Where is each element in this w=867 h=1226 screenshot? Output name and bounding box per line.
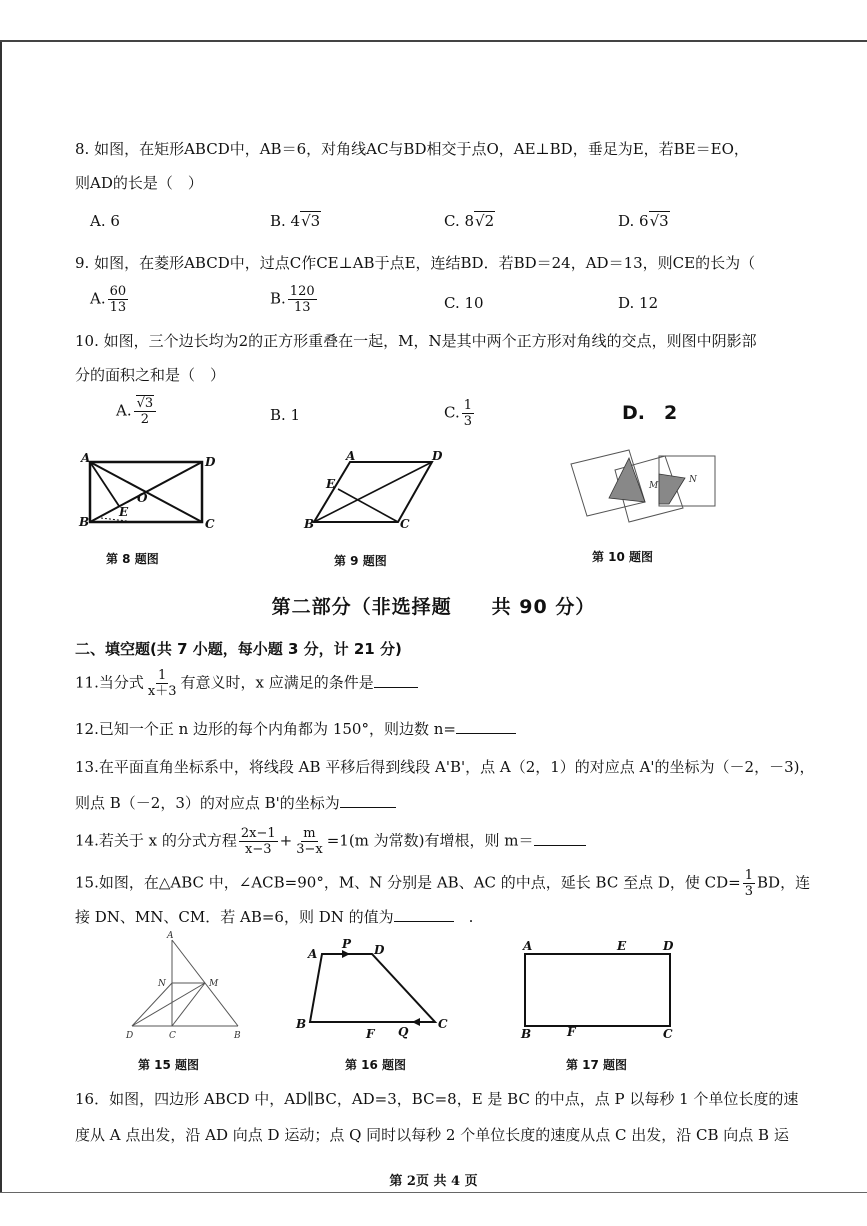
q9-option-c: C. 10 bbox=[444, 294, 484, 312]
q15-line1: 15.如图，在△ABC 中，∠ACB=90°，M、N 分别是 AB、AC 的中点，延长 BC 至点 D，使 CD= $\frac{1}{3}$ BD，连 bbox=[75, 868, 811, 899]
label-o: O bbox=[137, 491, 148, 505]
q16-line2: 度从 A 点出发，沿 AD 向点 D 运动；点 Q 同时以每秒 2 个单位长度的速度从点 C 出发，沿 CB 向点 B 运 bbox=[75, 1126, 789, 1144]
figure-10-diagram bbox=[565, 448, 725, 528]
q15-line2: 接 DN、MN、CM．若 AB=6，则 DN 的值为 . bbox=[75, 908, 474, 926]
label-b: B bbox=[304, 517, 315, 531]
q12: 12.已知一个正 n 边形的每个内角都为 150°，则边数 n= bbox=[75, 718, 516, 740]
label-n: N bbox=[689, 475, 697, 485]
answer-blank bbox=[456, 719, 516, 734]
figure-16-diagram bbox=[290, 936, 460, 1041]
sqrt-symbol: √3 bbox=[301, 212, 321, 230]
label-d: D bbox=[663, 939, 674, 953]
label-b: B bbox=[521, 1027, 532, 1041]
q8-option-b: B. 4√3 bbox=[270, 212, 321, 230]
part2-subtitle: 二、填空题(共 7 小题，每小题 3 分，计 21 分) bbox=[75, 640, 402, 658]
fraction: $\frac{1}{3}$ bbox=[744, 868, 754, 899]
figure-16-caption: 第 16 题图 bbox=[345, 1058, 407, 1072]
label-a: A bbox=[81, 451, 91, 465]
page-footer: 第 2页 共 4 页 bbox=[389, 1174, 478, 1189]
fraction: $\frac{√3}{2}$ bbox=[134, 396, 157, 427]
segment-dn bbox=[132, 983, 172, 1026]
label-c: C bbox=[205, 517, 215, 531]
bottom-border bbox=[0, 1192, 867, 1193]
q10-option-d: D. 2 bbox=[622, 402, 678, 424]
label-f: F bbox=[567, 1025, 576, 1039]
q10-option-a: A. $\frac{√3}{2}$ bbox=[116, 396, 158, 427]
figure-17-caption: 第 17 题图 bbox=[566, 1058, 628, 1072]
label-p: P bbox=[342, 937, 352, 951]
label-b: B bbox=[79, 515, 90, 529]
q10-option-c: C. $\frac{1}{3}$ bbox=[444, 398, 472, 429]
answer-blank bbox=[394, 907, 454, 922]
figure-10-caption: 第 10 题图 bbox=[592, 550, 654, 564]
label-a: A bbox=[167, 931, 174, 941]
answer-blank bbox=[374, 673, 418, 688]
part2-title: 第二部分（非选择题 共 90 分） bbox=[271, 596, 596, 618]
q8-option-d: D. 6√3 bbox=[618, 212, 669, 230]
figure-8-caption: 第 8 题图 bbox=[106, 552, 159, 566]
label-n: N bbox=[158, 979, 166, 989]
q9-stem: 9. 如图，在菱形ABCD中，过点C作CE⊥AB于点E，连结BD．若BD＝24，AD＝13，则CE的长为（ bbox=[75, 254, 756, 272]
label-e: E bbox=[617, 939, 627, 953]
label-b: B bbox=[234, 1031, 241, 1041]
figure-17-diagram bbox=[515, 936, 685, 1041]
q8-stem-line2: 则AD的长是（ ） bbox=[75, 174, 203, 192]
segment-ae bbox=[90, 462, 119, 506]
rectangle-abcd bbox=[525, 954, 670, 1026]
label-c: C bbox=[663, 1027, 673, 1041]
label-c: C bbox=[438, 1017, 448, 1031]
figure-9-diagram bbox=[300, 448, 450, 538]
fraction: $\frac{120}{13}$ bbox=[289, 284, 315, 315]
fraction: $\frac{1}{3}$ bbox=[463, 398, 472, 429]
label-b: B bbox=[296, 1017, 307, 1031]
label-d: D bbox=[205, 455, 216, 469]
q13-line1: 13.在平面直角坐标系中，将线段 AB 平移后得到线段 A'B'，点 A（2，1）的对应点 A'的坐标为（－2，－3)， bbox=[75, 758, 815, 776]
trapezoid-abcd bbox=[310, 954, 435, 1022]
q8-stem-line1: 8. 如图，在矩形ABCD中，AB＝6，对角线AC与BD相交于点O，AE⊥BD，垂足为E，若BE＝EO， bbox=[75, 140, 749, 158]
q10-option-b: B. 1 bbox=[270, 406, 301, 424]
label-c: C bbox=[169, 1031, 176, 1041]
label-d: D bbox=[126, 1031, 134, 1041]
label-m: M bbox=[649, 481, 659, 491]
label-f: F bbox=[366, 1027, 375, 1041]
arrow-right-icon bbox=[342, 950, 350, 958]
label-a: A bbox=[346, 449, 356, 463]
figure-15-diagram bbox=[120, 930, 250, 1045]
figure-8-diagram bbox=[75, 448, 225, 538]
fraction: $\frac{60}{13}$ bbox=[109, 284, 127, 315]
q8-option-a: A. 6 bbox=[90, 212, 120, 230]
label-a: A bbox=[523, 939, 533, 953]
shaded-region-1 bbox=[609, 458, 645, 502]
fraction: $\frac{1}{x+3}$ bbox=[147, 668, 177, 699]
q16-line1: 16．如图，四边形 ABCD 中，AD∥BC，AD=3，BC=8，E 是 BC 的中点，点 P 以每秒 1 个单位长度的速 bbox=[75, 1090, 799, 1108]
q10-stem-line2: 分的面积之和是（ ） bbox=[75, 366, 226, 384]
label-d: D bbox=[432, 449, 443, 463]
label-e: E bbox=[326, 477, 336, 491]
arrow-left-icon bbox=[412, 1018, 420, 1026]
q8-option-c: C. 8√2 bbox=[444, 212, 495, 230]
fraction: $\frac{2x-1}{x-3}$ bbox=[240, 826, 276, 857]
q9-option-a: A. $\frac{60}{13}$ bbox=[90, 284, 127, 315]
label-a: A bbox=[308, 947, 318, 961]
label-q: Q bbox=[398, 1025, 409, 1039]
top-border bbox=[0, 40, 867, 42]
sqrt-symbol: √2 bbox=[475, 212, 495, 230]
answer-blank bbox=[340, 793, 396, 808]
answer-blank bbox=[534, 831, 586, 846]
figure-15-caption: 第 15 题图 bbox=[138, 1058, 200, 1072]
q9-option-d: D. 12 bbox=[618, 294, 659, 312]
q11: 11.当分式 $\frac{1}{x+3}$ 有意义时，x 应满足的条件是 bbox=[75, 668, 418, 699]
label-m: M bbox=[209, 979, 219, 989]
q13-line2: 则点 B（－2，3）的对应点 B'的坐标为 bbox=[75, 792, 396, 814]
label-c: C bbox=[400, 517, 410, 531]
segment-dm bbox=[132, 983, 205, 1026]
segment-cm bbox=[172, 983, 205, 1026]
figure-9-caption: 第 9 题图 bbox=[334, 554, 387, 568]
q9-option-b: B. $\frac{120}{13}$ bbox=[270, 284, 315, 315]
q10-stem-line1: 10. 如图，三个边长均为2的正方形重叠在一起，M，N是其中两个正方形对角线的交点，则图中阴影部 bbox=[75, 332, 757, 350]
fraction: $\frac{m}{3-x}$ bbox=[296, 826, 323, 857]
label-e: E bbox=[119, 505, 129, 519]
q14: 14.若关于 x 的分式方程 $\frac{2x-1}{x-3}$ + $\frac{m}{3-x}$ =1(m 为常数)有增根，则 m＝ bbox=[75, 826, 586, 857]
label-d: D bbox=[374, 943, 385, 957]
shaded-region-2 bbox=[659, 474, 685, 504]
sqrt-symbol: √3 bbox=[649, 212, 669, 230]
